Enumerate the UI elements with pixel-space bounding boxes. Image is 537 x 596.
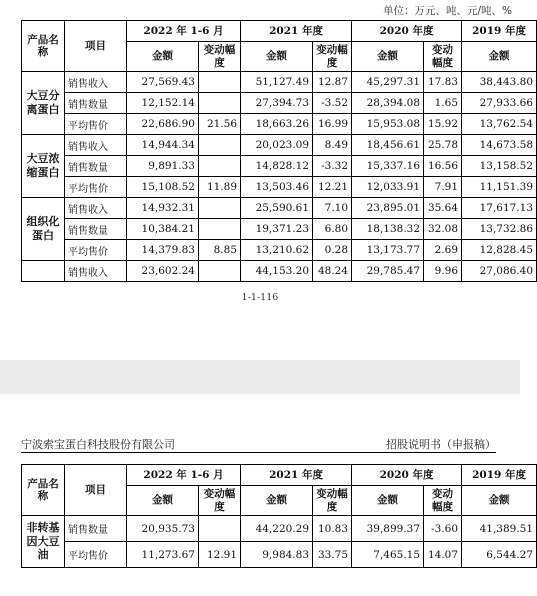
- value-cell: 15,953.08: [352, 114, 424, 135]
- value-cell: 45,297.31: [352, 72, 424, 93]
- change-cell: -3.32: [313, 156, 352, 177]
- item-cell: 销售数量: [65, 156, 127, 177]
- change-cell: [199, 93, 241, 114]
- item-cell: 平均售价: [65, 542, 127, 568]
- header-change: 变动幅度: [199, 42, 241, 72]
- value-cell: 13,732.86: [462, 219, 537, 240]
- change-cell: 12.21: [313, 177, 352, 198]
- value-cell: 20,023.09: [241, 135, 313, 156]
- table-row: [22, 156, 537, 177]
- unit-note: 单位：万元、吨、元/吨、%: [382, 5, 512, 17]
- value-cell: 25,590.61: [241, 198, 313, 219]
- value-cell: 10,384.21: [127, 219, 199, 240]
- change-cell: 9.96: [424, 261, 462, 282]
- document-title: 招股说明书（申报稿）: [386, 438, 496, 451]
- value-cell: 18,456.61: [352, 135, 424, 156]
- change-cell: 35.64: [424, 198, 462, 219]
- value-cell: 13,210.62: [241, 240, 313, 261]
- value-cell: 11,151.39: [462, 177, 537, 198]
- value-cell: 14,932.31: [127, 198, 199, 219]
- value-cell: 17,617.13: [462, 198, 537, 219]
- table-row: [22, 135, 537, 156]
- header-change: 变动幅度: [199, 486, 241, 516]
- item-cell: 销售数量: [65, 93, 127, 114]
- header-amount: 金额: [241, 486, 313, 516]
- page-header: [21, 436, 496, 453]
- header-change: 变动幅度: [313, 42, 352, 72]
- table-row: [22, 198, 537, 219]
- header-item: 项目: [65, 21, 127, 72]
- page-separator: [0, 360, 520, 394]
- item-cell: 平均售价: [65, 114, 127, 135]
- value-cell: 23,895.01: [352, 198, 424, 219]
- document-page-2: [0, 394, 534, 596]
- sales-table-2: [21, 464, 537, 568]
- value-cell: 27,569.43: [127, 72, 199, 93]
- header-product-name: 产品名称: [22, 465, 65, 516]
- value-cell: 44,220.29: [241, 516, 313, 542]
- value-cell: 18,663.26: [241, 114, 313, 135]
- table-row: [22, 114, 537, 135]
- category-cell: 组织化蛋白: [22, 198, 65, 261]
- change-cell: 11.89: [199, 177, 241, 198]
- value-cell: 27,394.73: [241, 93, 313, 114]
- value-cell: 13,762.54: [462, 114, 537, 135]
- value-cell: 9,984.83: [241, 542, 313, 568]
- header-amount: 金额: [241, 42, 313, 72]
- value-cell: 18,138.32: [352, 219, 424, 240]
- change-cell: 7.10: [313, 198, 352, 219]
- header-period-2021: 2021 年度: [241, 21, 352, 42]
- table-row: [22, 516, 537, 542]
- header-period-2022: 2022 年 1-6 月: [127, 21, 241, 42]
- value-cell: 22,686.90: [127, 114, 199, 135]
- change-cell: 7.91: [424, 177, 462, 198]
- value-cell: 14,673.58: [462, 135, 537, 156]
- change-cell: [199, 516, 241, 542]
- header-amount: 金额: [462, 42, 537, 72]
- table-row: [22, 542, 537, 568]
- header-period-2019: 2019 年度: [462, 465, 537, 486]
- change-cell: [199, 135, 241, 156]
- value-cell: 15,337.16: [352, 156, 424, 177]
- header-change: 变动幅度: [424, 486, 462, 516]
- header-period-2021: 2021 年度: [241, 465, 352, 486]
- item-cell: 平均售价: [65, 240, 127, 261]
- company-name: 宁波索宝蛋白科技股份有限公司: [21, 438, 175, 451]
- change-cell: -3.60: [424, 516, 462, 542]
- change-cell: 12.91: [199, 542, 241, 568]
- value-cell: 12,033.91: [352, 177, 424, 198]
- header-period-2020: 2020 年度: [352, 21, 462, 42]
- value-cell: 51,127.49: [241, 72, 313, 93]
- change-cell: [199, 261, 241, 282]
- change-cell: 6.80: [313, 219, 352, 240]
- change-cell: 16.56: [424, 156, 462, 177]
- change-cell: 15.92: [424, 114, 462, 135]
- value-cell: 15,108.52: [127, 177, 199, 198]
- table-row: [22, 240, 537, 261]
- table-row: [22, 72, 537, 93]
- value-cell: 20,935.73: [127, 516, 199, 542]
- change-cell: 8.85: [199, 240, 241, 261]
- header-item: 项目: [65, 465, 127, 516]
- value-cell: 12,152.14: [127, 93, 199, 114]
- table-row: [22, 93, 537, 114]
- change-cell: 2.69: [424, 240, 462, 261]
- value-cell: 23,602.24: [127, 261, 199, 282]
- value-cell: 13,158.52: [462, 156, 537, 177]
- category-cell: 大豆浓缩蛋白: [22, 135, 65, 198]
- category-cell: 非转基因大豆油: [22, 516, 65, 568]
- header-amount: 金额: [352, 42, 424, 72]
- value-cell: 39,899.37: [352, 516, 424, 542]
- value-cell: 6,544.27: [462, 542, 537, 568]
- value-cell: 14,379.83: [127, 240, 199, 261]
- change-cell: 8.49: [313, 135, 352, 156]
- change-cell: 25.78: [424, 135, 462, 156]
- item-cell: 销售数量: [65, 219, 127, 240]
- sales-table-1: [21, 20, 537, 282]
- value-cell: 44,153.20: [241, 261, 313, 282]
- value-cell: 28,394.08: [352, 93, 424, 114]
- change-cell: [199, 72, 241, 93]
- header-amount: 金额: [127, 486, 199, 516]
- item-cell: 销售收入: [65, 135, 127, 156]
- item-cell: 销售收入: [65, 198, 127, 219]
- change-cell: [199, 219, 241, 240]
- value-cell: 14,828.12: [241, 156, 313, 177]
- value-cell: 12,828.45: [462, 240, 537, 261]
- header-period-2019: 2019 年度: [462, 21, 537, 42]
- table-row: [22, 261, 537, 282]
- change-cell: 10.83: [313, 516, 352, 542]
- header-change: 变动幅度: [313, 486, 352, 516]
- value-cell: 11,273.67: [127, 542, 199, 568]
- change-cell: 16.99: [313, 114, 352, 135]
- change-cell: 12.87: [313, 72, 352, 93]
- header-period-2022: 2022 年 1-6 月: [127, 465, 241, 486]
- page-number: 1-1-116: [241, 292, 279, 303]
- change-cell: 14.07: [424, 542, 462, 568]
- item-cell: 平均售价: [65, 177, 127, 198]
- change-cell: 0.28: [313, 240, 352, 261]
- change-cell: 1.65: [424, 93, 462, 114]
- header-change: 变动幅度: [424, 42, 462, 72]
- value-cell: 9,891.33: [127, 156, 199, 177]
- change-cell: 32.08: [424, 219, 462, 240]
- category-cell: 大豆分离蛋白: [22, 72, 65, 135]
- change-cell: [199, 156, 241, 177]
- item-cell: 销售数量: [65, 516, 127, 542]
- change-cell: 48.24: [313, 261, 352, 282]
- table-row: [22, 177, 537, 198]
- value-cell: 29,785.47: [352, 261, 424, 282]
- value-cell: 14,944.34: [127, 135, 199, 156]
- header-amount: 金额: [352, 486, 424, 516]
- value-cell: 41,389.51: [462, 516, 537, 542]
- header-amount: 金额: [127, 42, 199, 72]
- value-cell: 7,465.15: [352, 542, 424, 568]
- header-period-2020: 2020 年度: [352, 465, 462, 486]
- value-cell: 27,933.66: [462, 93, 537, 114]
- change-cell: 33.75: [313, 542, 352, 568]
- value-cell: 38,443.80: [462, 72, 537, 93]
- value-cell: 13,173.77: [352, 240, 424, 261]
- item-cell: 销售收入: [65, 261, 127, 282]
- value-cell: 27,086.40: [462, 261, 537, 282]
- change-cell: 17.83: [424, 72, 462, 93]
- change-cell: 21.56: [199, 114, 241, 135]
- change-cell: [199, 198, 241, 219]
- table-row: [22, 219, 537, 240]
- value-cell: 19,371.23: [241, 219, 313, 240]
- category-cell: [22, 261, 65, 282]
- value-cell: 13,503.46: [241, 177, 313, 198]
- header-product-name: 产品名称: [22, 21, 65, 72]
- change-cell: -3.52: [313, 93, 352, 114]
- header-amount: 金额: [462, 486, 537, 516]
- item-cell: 销售收入: [65, 72, 127, 93]
